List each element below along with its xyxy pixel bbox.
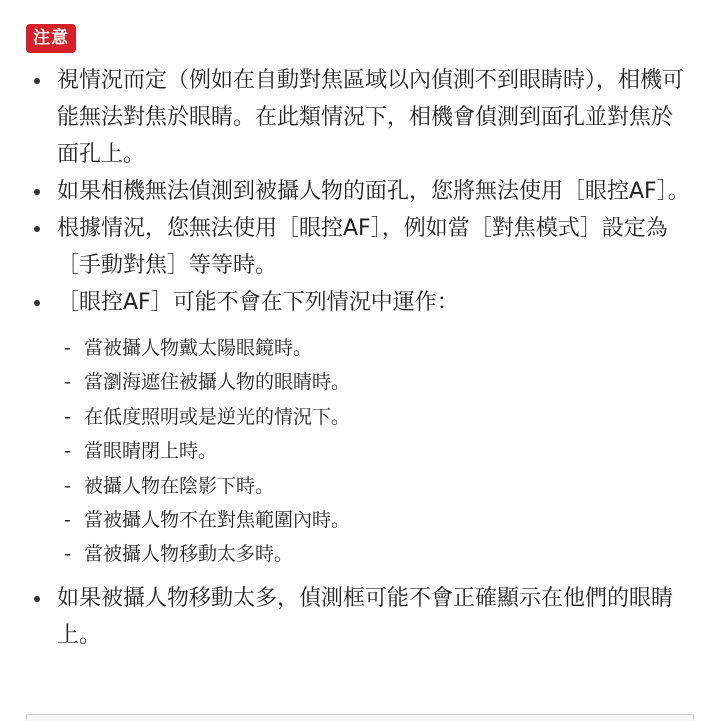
bullet-item	[0, 62, 720, 173]
bullet-item	[0, 284, 720, 572]
dash-marker: -	[64, 509, 71, 532]
sub-bullet-text: 在低度照明或是逆光的情況下。	[84, 405, 351, 428]
bullet-text: 如果被攝人物移動太多，偵測框可能不會正確顯示在他們的眼睛上。	[57, 585, 674, 648]
sub-bullet-item	[57, 331, 694, 365]
bullet-dot-icon	[34, 78, 40, 84]
bullet-text: ［眼控AF］可能不會在下列情況中運作：	[57, 290, 459, 315]
bullet-dot-icon	[34, 596, 40, 602]
note-bullet-list	[0, 62, 720, 654]
bullet-dot-icon	[34, 189, 40, 195]
sub-bullet-item	[57, 469, 694, 503]
sub-bullet-text: 當眼睛閉上時。	[84, 440, 218, 463]
bullet-item	[0, 580, 720, 654]
bullet-dot-icon	[34, 300, 40, 306]
sub-bullet-item	[57, 400, 694, 434]
sub-bullet-text: 當瀏海遮住被攝人物的眼睛時。	[84, 371, 351, 394]
sub-bullet-list	[57, 331, 694, 572]
bullet-item	[0, 173, 720, 210]
dash-marker: -	[64, 543, 71, 566]
sub-bullet-text: 當被攝人物不在對焦範圍內時。	[84, 509, 351, 532]
bullet-text: 視情況而定（例如在自動對焦區域以內偵測不到眼睛時），相機可能無法對焦於眼睛。在此類情況下，相機會偵測到面孔並對焦於面孔上。	[57, 68, 685, 167]
sub-bullet-item	[57, 365, 694, 399]
bullet-text: 如果相機無法偵測到被攝人物的面孔，您將無法使用［眼控AF］。	[57, 179, 690, 204]
dash-marker: -	[64, 474, 71, 497]
dash-marker: -	[64, 440, 71, 463]
dash-marker: -	[64, 371, 71, 394]
note-badge: 注意	[26, 24, 76, 53]
sub-bullet-item	[57, 503, 694, 537]
dash-marker: -	[64, 405, 71, 428]
sub-bullet-text: 被攝人物在陰影下時。	[84, 474, 275, 497]
bullet-text: 根據情況，您無法使用［眼控AF］，例如當［對焦模式］設定為［手動對焦］等等時。	[57, 216, 668, 278]
bullet-item	[0, 210, 720, 284]
sub-bullet-text: 當被攝人物戴太陽眼鏡時。	[84, 337, 313, 359]
sub-bullet-item	[57, 434, 694, 468]
bullet-dot-icon	[34, 226, 40, 232]
sub-bullet-item	[57, 537, 694, 571]
sub-bullet-text: 當被攝人物移動太多時。	[84, 543, 294, 566]
dash-marker: -	[64, 337, 71, 359]
